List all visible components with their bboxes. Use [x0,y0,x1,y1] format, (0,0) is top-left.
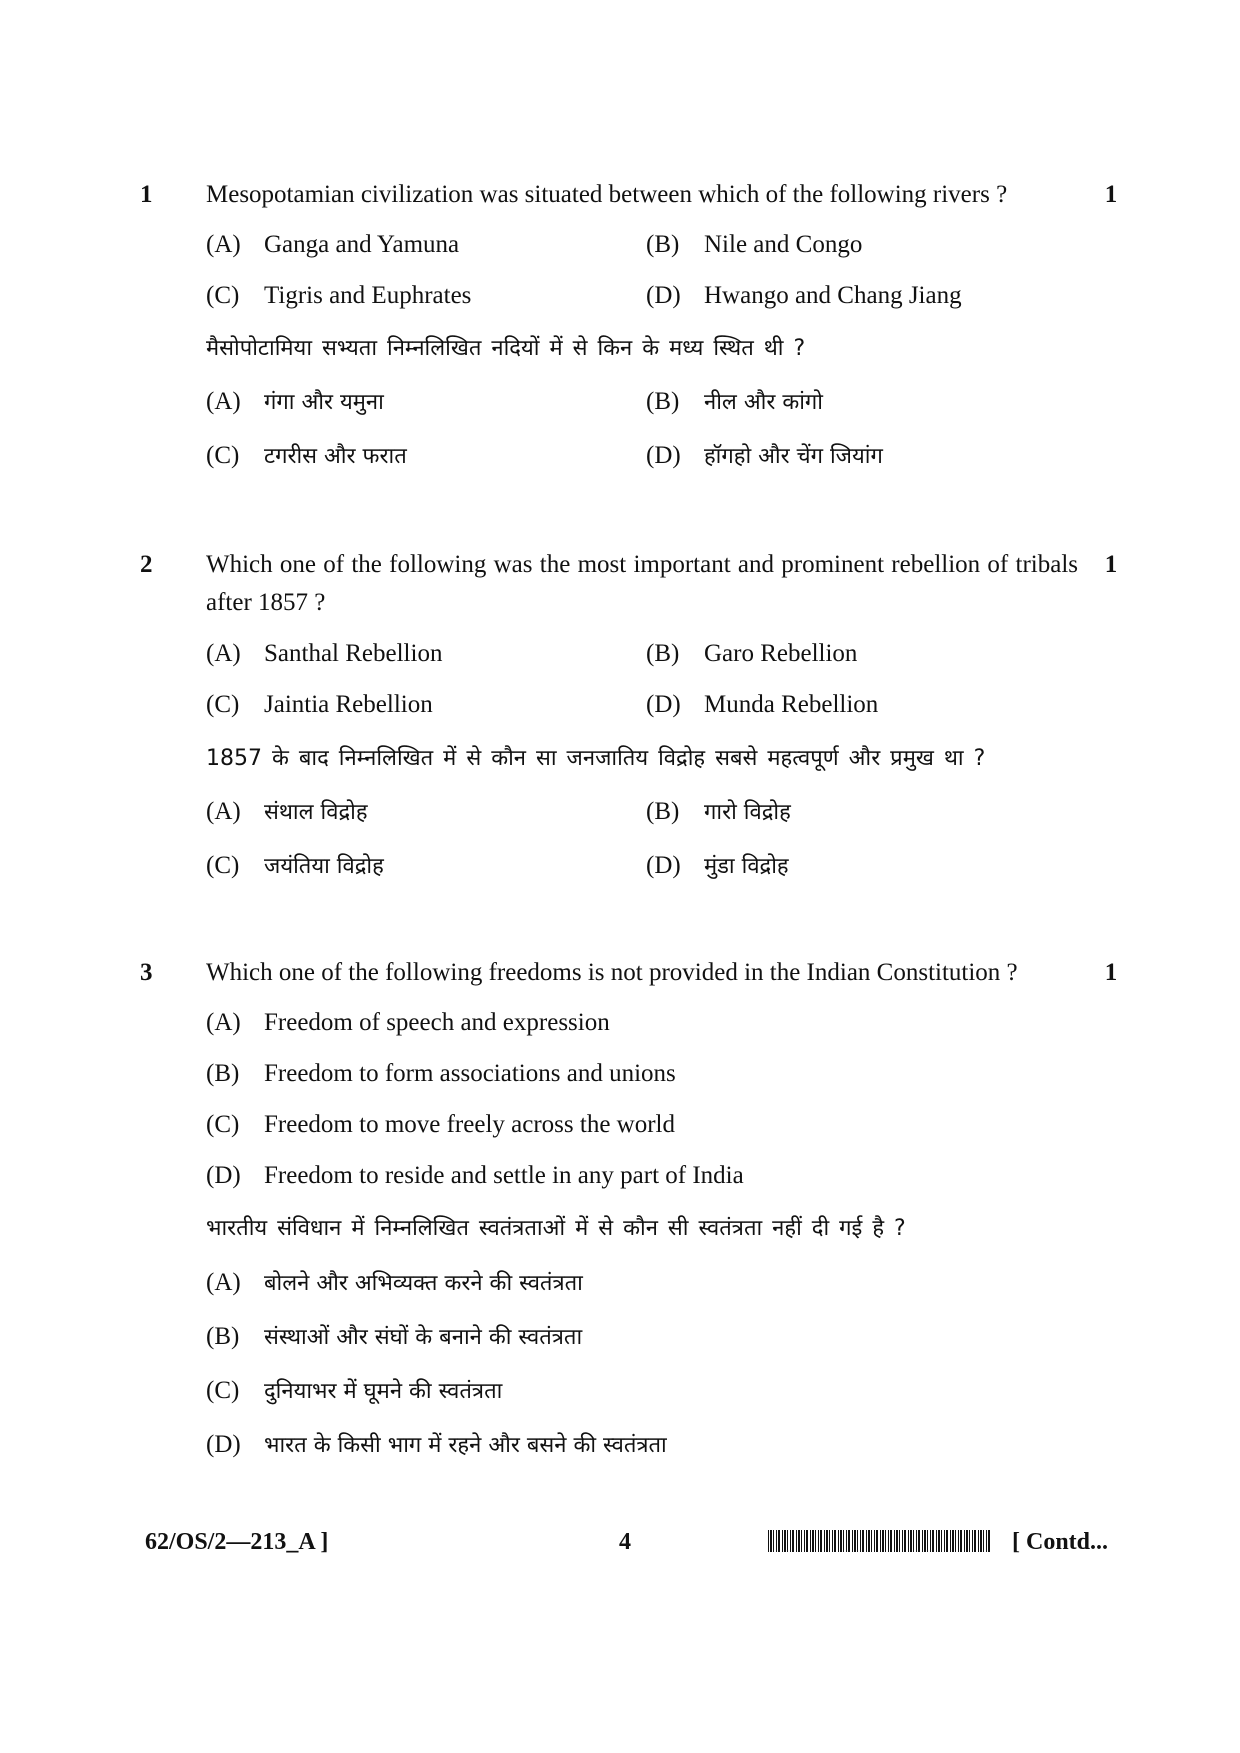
option-c [206,686,433,724]
option-text: टगरीस और फरात [264,444,407,469]
question-marks: 1 [1104,959,1118,986]
option-text: संथाल विद्रोह [264,800,368,825]
option-text: Tigris and Euphrates [264,282,472,309]
barcode [768,1530,990,1552]
option-label: (A) [206,388,241,415]
option-text: हॉगहो और चेंग जियांग [704,444,883,469]
question-stem-english: Which one of the following freedoms is not provided in the Indian Constitution ? [206,959,1018,986]
option-a [206,1004,1106,1042]
option-label: (C) [206,1111,240,1138]
option-text: Hwango and Chang Jiang [704,282,962,309]
option-label: (B) [206,1060,240,1087]
options-row [206,635,1106,673]
option-label: (B) [646,798,680,825]
option-d [646,277,962,315]
question-number: 3 [140,959,153,986]
option-d-hindi [206,1426,1106,1464]
question-stem-english: Which one of the following was the most important and prominent rebellion of tribals after 1857 ? [206,551,1078,616]
paper-code: 62/OS/2—213_A ] [145,1529,329,1555]
option-label: (B) [646,640,680,667]
option-label: (A) [206,798,241,825]
option-label: (D) [646,691,681,718]
option-text: Freedom to move freely across the world [264,1111,675,1138]
option-label: (A) [206,1269,241,1296]
option-a [206,226,459,264]
question-number: 1 [140,181,153,208]
option-text: Jaintia Rebellion [264,691,433,718]
option-label: (C) [206,282,240,309]
question-stem-hindi: मैसोपोटामिया सभ्यता निम्नलिखित नदियों में से किन के मध्य स्थित थी ? [206,336,806,361]
option-d [646,686,878,724]
option-text: भारत के किसी भाग में रहने और बसने की स्वतंत्रता [264,1433,667,1458]
option-a-hindi [206,793,368,832]
option-a-hindi [206,1264,1106,1302]
option-c [206,1106,1106,1144]
question-stem-hindi: भारतीय संविधान में निम्नलिखित स्वतंत्रताओं में से कौन सी स्वतंत्रता नहीं दी गई है ? [206,1216,906,1241]
option-text: Ganga and Yamuna [264,231,460,258]
options-row [206,226,1106,264]
options-row-hindi [206,437,1106,475]
question-stem-english: Mesopotamian civilization was situated between which of the following rivers ? [206,181,1008,208]
option-d-hindi [646,437,883,476]
option-text: जयंतिया विद्रोह [264,854,384,879]
option-b [646,635,857,673]
option-label: (D) [646,282,681,309]
option-a [206,635,442,673]
options-row [206,686,1106,724]
question-stem-hindi: 1857 के बाद निम्नलिखित में से कौन सा जनजातिय विद्रोह सबसे महत्वपूर्ण और प्रमुख था ? [206,746,986,771]
option-text: नील और कांगो [704,390,823,415]
option-label: (D) [206,1162,241,1189]
options-row-hindi [206,847,1106,885]
option-label: (D) [646,442,681,469]
contd-label: [ Contd... [1012,1529,1109,1555]
options-row-hindi [206,383,1106,421]
option-label: (C) [206,442,240,469]
option-label: (B) [646,231,680,258]
options-row [206,277,1106,315]
page-footer [0,1522,1240,1562]
options-row-hindi [206,793,1106,831]
option-b-hindi [646,793,791,832]
option-label: (C) [206,852,240,879]
option-b-hindi [206,1318,1106,1356]
option-text: Nile and Congo [704,231,863,258]
question-marks: 1 [1104,551,1118,578]
option-d-hindi [646,847,789,886]
option-c [206,277,471,315]
page-number: 4 [619,1529,631,1555]
option-label: (D) [206,1431,241,1458]
question-number: 2 [140,551,153,578]
option-label: (A) [206,1009,241,1036]
option-a-hindi [206,383,384,422]
option-c-hindi [206,437,407,476]
question-marks: 1 [1104,181,1118,208]
option-label: (D) [646,852,681,879]
option-text: दुनियाभर में घूमने की स्वतंत्रता [264,1379,503,1404]
option-label: (C) [206,691,240,718]
option-text: Freedom to reside and settle in any part of India [264,1162,744,1189]
option-text: गारो विद्रोह [704,800,791,825]
option-text: Munda Rebellion [704,691,879,718]
option-label: (B) [646,388,680,415]
option-text: गंगा और यमुना [264,390,384,415]
option-text: Santhal Rebellion [264,640,443,667]
option-c-hindi [206,1372,1106,1410]
option-text: Freedom to form associations and unions [264,1060,676,1087]
option-label: (B) [206,1323,240,1350]
option-d [206,1157,1106,1195]
option-text: बोलने और अभिव्यक्त करने की स्वतंत्रता [264,1271,583,1296]
option-text: मुंडा विद्रोह [704,854,789,879]
option-label: (C) [206,1377,240,1404]
option-b-hindi [646,383,823,422]
option-label: (A) [206,231,241,258]
option-b [206,1055,1106,1093]
option-text: Garo Rebellion [704,640,858,667]
option-text: Freedom of speech and expression [264,1009,610,1036]
option-text: संस्थाओं और संघों के बनाने की स्वतंत्रता [264,1325,583,1350]
option-b [646,226,862,264]
option-c-hindi [206,847,384,886]
option-label: (A) [206,640,241,667]
